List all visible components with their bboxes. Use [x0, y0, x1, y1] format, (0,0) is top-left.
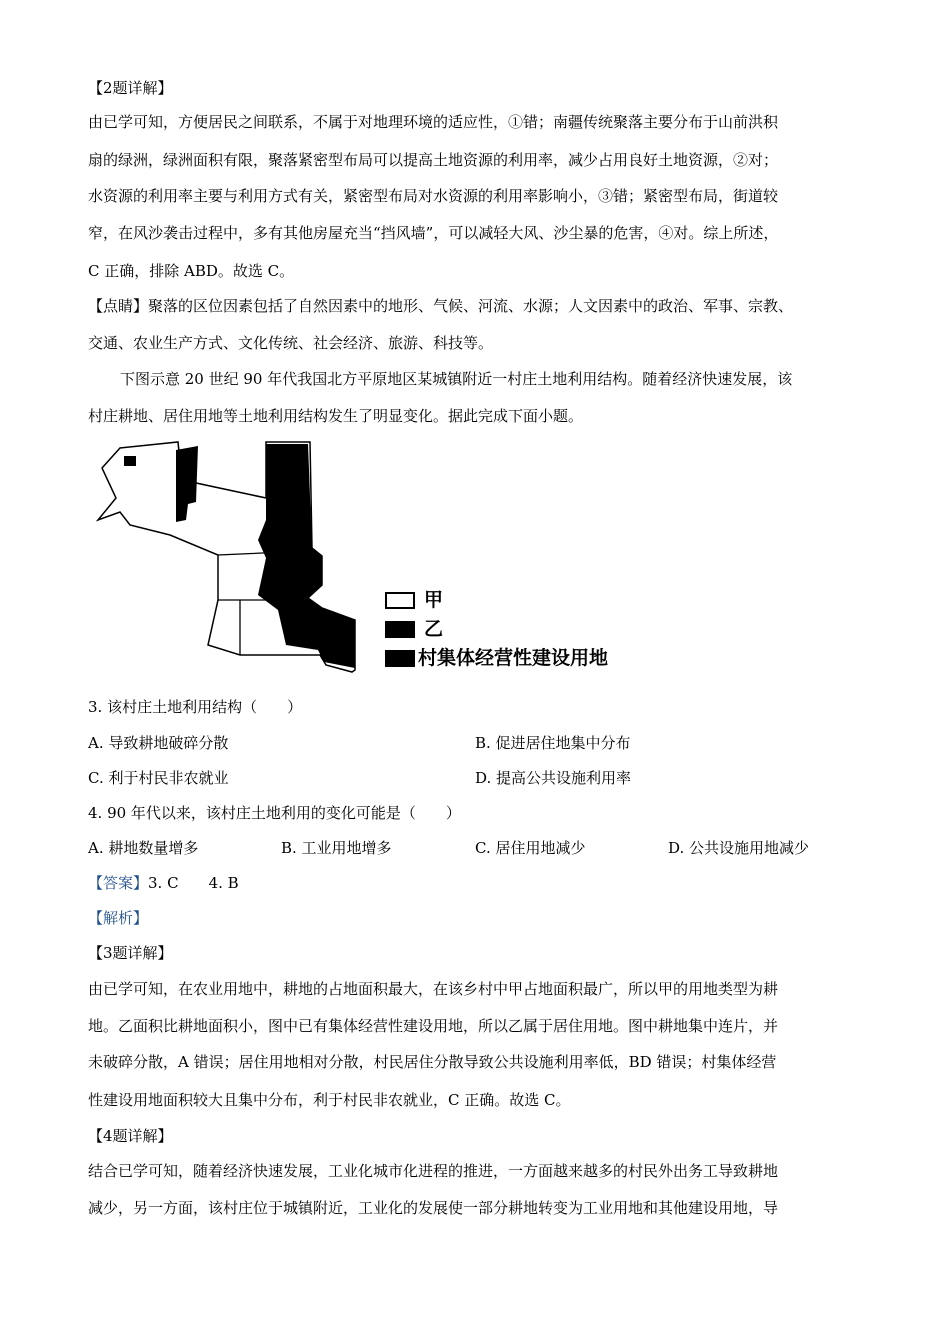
legend-label-jia: 甲 [424, 589, 444, 611]
section-3-header: 【3题详解】 [88, 944, 173, 962]
q4-option-b: B. 工业用地增多 [281, 839, 392, 857]
paragraph-line: 窄，在风沙袭击过程中，多有其他房屋充当“挡风墙”，可以减轻大风、沙尘暴的危害，④对。综上所述， [88, 224, 779, 242]
q4-option-a: A. 耕地数量增多 [88, 839, 199, 857]
analysis-label: 【解析】 [88, 909, 149, 927]
q3-option-d: D. 提高公共设施利用率 [475, 769, 632, 787]
paragraph-line: 减少，另一方面，该村庄位于城镇附近，工业化的发展使一部分耕地转变为工业用地和其他建设用地，导 [88, 1199, 779, 1217]
section-2-header: 【2题详解】 [88, 79, 173, 97]
paragraph-line: 性建设用地面积较大且集中分布，利于村民非农就业，C 正确。故选 C。 [88, 1091, 571, 1109]
paragraph-line: 由已学可知，方便居民之间联系，不属于对地理环境的适应性，①错；南疆传统聚落主要分布于山前洪积 [88, 113, 779, 131]
note-text: 聚落的区位因素包括了自然因素中的地形、气候、河流、水源；人文因素中的政治、军事、宗教、 [148, 297, 794, 315]
paragraph-line: 水资源的利用率主要与利用方式有关，紧密型布局对水资源的利用率影响小，③错；紧密型布局，街道较 [88, 187, 779, 205]
question-3-stem: 3. 该村庄土地利用结构（ ） [88, 698, 303, 716]
small-black-patch [124, 456, 136, 466]
section-4-header: 【4题详解】 [88, 1127, 173, 1145]
legend-label-collective: 村集体经营性建设用地 [418, 647, 609, 669]
legend-swatch-yi [385, 621, 415, 638]
answer-label: 【答案】 [88, 874, 149, 892]
q4-option-d: D. 公共设施用地减少 [668, 839, 810, 857]
question-4-stem: 4. 90 年代以来，该村庄土地利用的变化可能是（ ） [88, 804, 461, 822]
q3-option-c: C. 利于村民非农就业 [88, 769, 229, 787]
legend-swatch-jia [385, 592, 415, 609]
q4-option-c: C. 居住用地减少 [475, 839, 586, 857]
answer-text: 3. C 4. B [148, 874, 239, 892]
legend-label-yi: 乙 [424, 618, 444, 640]
intro-line: 村庄耕地、居住用地等土地利用结构发生了明显变化。据此完成下面小题。 [88, 407, 584, 425]
intro-line: 下图示意 20 世纪 90 年代我国北方平原地区某城镇附近一村庄土地利用结构。随着经济快速发展，该 [120, 370, 793, 388]
paragraph-line: 扇的绿洲，绿洲面积有限，聚落紧密型布局可以提高土地资源的利用率，减少占用良好土地资源，②对； [88, 151, 779, 169]
paragraph-line: 未破碎分散，A 错误；居住用地相对分散，村民居住分散导致公共设施利用率低，BD 错误；村集体经营 [88, 1053, 777, 1071]
paragraph-line: C 正确，排除 ABD。故选 C。 [88, 262, 295, 280]
paragraph-line: 交通、农业生产方式、文化传统、社会经济、旅游、科技等。 [88, 334, 494, 352]
note-label: 【点睛】 [88, 297, 149, 315]
answer-line [88, 873, 239, 893]
note-paragraph [88, 296, 793, 316]
paragraph-line: 结合已学可知，随着经济快速发展，工业化城市化进程的推进，一方面越来越多的村民外出务工导致耕地 [88, 1162, 779, 1180]
paragraph-line: 由已学可知，在农业用地中，耕地的占地面积最大，在该乡村中甲占地面积最广，所以甲的用地类型为耕 [88, 980, 779, 998]
q3-option-b: B. 促进居住地集中分布 [475, 734, 631, 752]
q3-option-a: A. 导致耕地破碎分散 [88, 734, 229, 752]
paragraph-line: 地。乙面积比耕地面积小，图中已有集体经营性建设用地，所以乙属于居住用地。图中耕地集中连片，并 [88, 1017, 779, 1035]
legend-swatch-collective [385, 650, 415, 667]
land-use-map [90, 440, 650, 680]
